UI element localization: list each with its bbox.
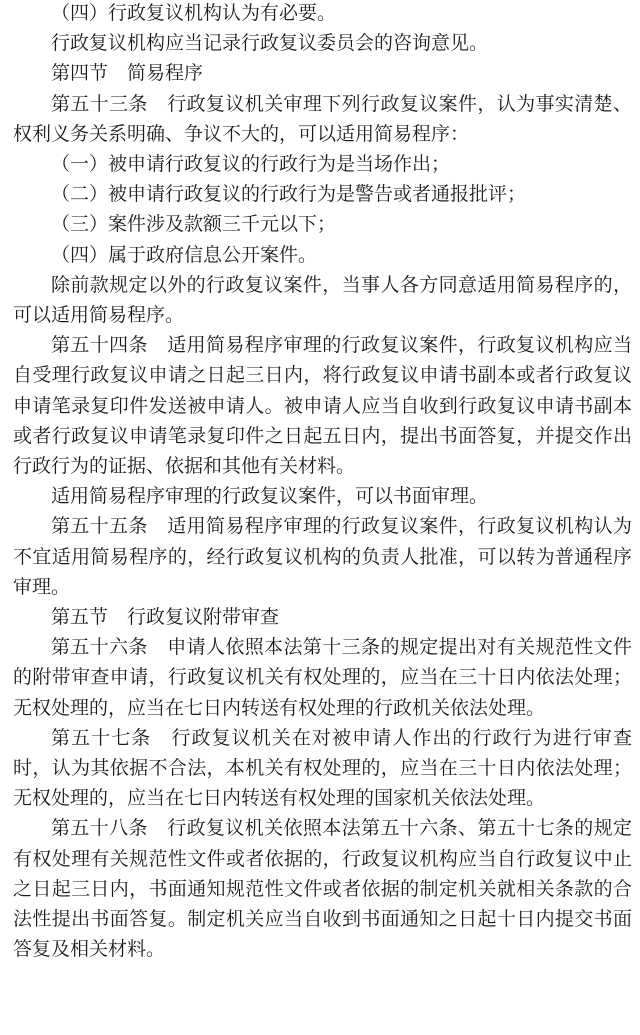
article-53-item-3: （三）案件涉及款额三千元以下； — [51, 213, 337, 236]
text-line-item-4: （四）行政复议机构认为有必要。 — [51, 2, 337, 24]
article-53-item-1: （一）被申请行政复议的行政行为是当场作出； — [51, 153, 451, 176]
article-54: 第五十四条 适用简易程序审理的行政复议案件，行政复议机构应当自受理行政复议申请之日起三日内，将行政复议申请书副本或者行政复议申请笔录复印件发送被申请人。被申请人应当自收到行政复议申请书副本或者行政复议申请笔录复印件之日起五日内，提出书面答复，并提交作出行政行为的证据、依据和其他有关材料。 — [13, 334, 632, 478]
text-line-consultation: 行政复议机构应当记录行政复议委员会的咨询意见。 — [51, 32, 489, 55]
article-56: 第五十六条 申请人依照本法第十三条的规定提出对有关规范性文件的附带审查申请，行政复议机关有权处理的，应当在三十日内依法处理；无权处理的，应当在七日内转送有权处理的行政机关依法处理。 — [13, 636, 632, 719]
article-58: 第五十八条 行政复议机关依照本法第五十六条、第五十七条的规定有权处理有关规范性文件或者依据的，行政复议机构应当自行政复议中止之日起三日内，书面通知规范性文件或者依据的制定机关就相关条款的合法性提出书面答复。制定机关应当自收到书面通知之日起十日内提交书面答复及相关材料。 — [13, 817, 632, 961]
section-heading-5: 第五节 行政复议附带审查 — [51, 606, 280, 629]
article-54-paragraph-2: 适用简易程序审理的行政复议案件，可以书面审理。 — [51, 485, 489, 508]
article-53-item-2: （二）被申请行政复议的行政行为是警告或者通报批评； — [51, 183, 527, 206]
article-55: 第五十五条 适用简易程序审理的行政复议案件，行政复议机构认为不宜适用简易程序的，经行政复议机构的负责人批准，可以转为普通程序审理。 — [13, 515, 632, 598]
article-53-item-4: （四）属于政府信息公开案件。 — [51, 243, 318, 266]
section-heading-4: 第四节 简易程序 — [51, 62, 204, 85]
article-57: 第五十七条 行政复议机关在对被申请人作出的行政行为进行审查时，认为其依据不合法，本机关有权处理的，应当在三十日内依法处理；无权处理的，应当在七日内转送有权处理的国家机关依法处理。 — [13, 726, 632, 810]
article-53: 第五十三条 行政复议机关审理下列行政复议案件，认为事实清楚、权利义务关系明确、争议不大的，可以适用简易程序： — [13, 92, 632, 145]
article-53-paragraph-2: 除前款规定以外的行政复议案件，当事人各方同意适用简易程序的，可以适用简易程序。 — [13, 273, 632, 327]
